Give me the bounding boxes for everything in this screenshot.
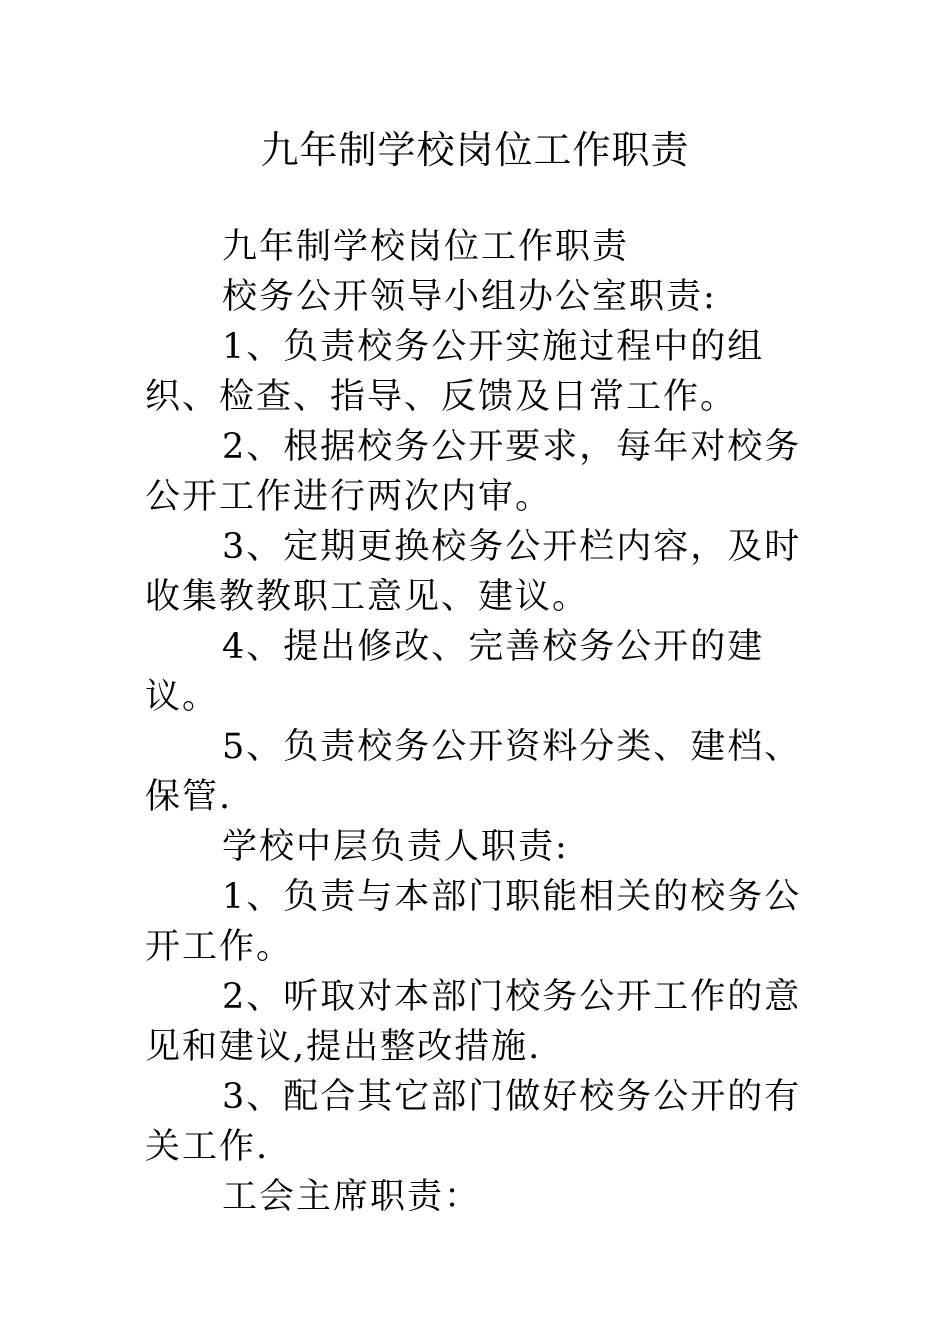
- list-item: 3、配合其它部门做好校务公开的有关工作.: [145, 1077, 802, 1167]
- list-item: 3、定期更换校务公开栏内容，及时收集教教职工意见、建议。: [145, 527, 802, 617]
- list-item: 1、负责与本部门职能相关的校务公开工作。: [145, 877, 802, 967]
- section-heading: 校务公开领导小组办公室职责:: [222, 277, 717, 317]
- list-item: 2、听取对本部门校务公开工作的意见和建议,提出整改措施.: [145, 977, 802, 1067]
- section-heading: 工会主席职责：: [222, 1177, 482, 1217]
- list-item: 2、根据校务公开要求，每年对校务公开工作进行两次内审。: [145, 427, 802, 517]
- section-heading: 学校中层负责人职责:: [222, 827, 569, 867]
- document-body: [145, 222, 815, 1222]
- list-item: 5、负责校务公开资料分类、建档、保管.: [145, 727, 802, 817]
- list-item: 4、提出修改、完善校务公开的建议。: [145, 627, 765, 717]
- document-title: 九年制学校岗位工作职责: [260, 128, 690, 172]
- list-item: 1、负责校务公开实施过程中的组织、检查、指导、反馈及日常工作。: [145, 327, 765, 417]
- section-heading: 九年制学校岗位工作职责: [222, 227, 630, 267]
